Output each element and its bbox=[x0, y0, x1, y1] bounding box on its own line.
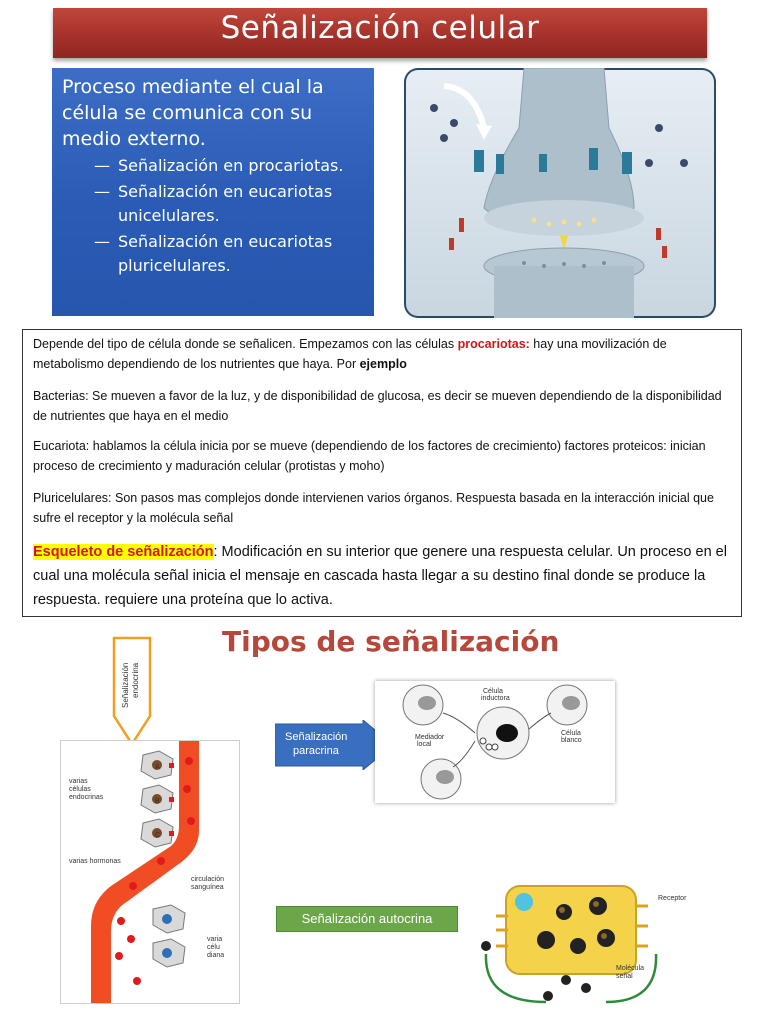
svg-text:varia: varia bbox=[207, 936, 223, 943]
svg-text:Señalización: Señalización bbox=[285, 731, 348, 743]
svg-text:local: local bbox=[417, 741, 432, 748]
definition-lead: Proceso mediante el cual la célula se comunica con su medio externo. bbox=[62, 76, 324, 150]
svg-text:Molécula: Molécula bbox=[616, 965, 645, 972]
endocrine-diagram bbox=[60, 740, 240, 1004]
autocrine-label: Señalización autocrina bbox=[276, 906, 458, 932]
list-item: — Señalización en eucariotas pluricelulares. bbox=[94, 232, 333, 275]
svg-text:célu: célu bbox=[207, 944, 220, 951]
svg-text:Célula: Célula bbox=[561, 730, 581, 737]
paragraph-pluricelulares: Pluricelulares: Son pasos mas complejos donde intervienen varios órganos. Respuesta basada en la interacción inicial que sufre el receptor y la molécula señal bbox=[33, 491, 714, 525]
svg-text:sanguínea: sanguínea bbox=[191, 884, 224, 891]
svg-text:Receptor: Receptor bbox=[658, 895, 687, 902]
definition-list bbox=[94, 154, 374, 280]
endocrine-label-1: Señalización bbox=[121, 662, 130, 708]
definition-box bbox=[52, 68, 374, 316]
svg-text:circulación: circulación bbox=[191, 876, 225, 883]
svg-text:paracrina: paracrina bbox=[293, 745, 339, 757]
svg-text:C: C bbox=[155, 832, 161, 839]
paragraph-eucariota: Eucariota: hablamos la célula inicia por se mueve (dependiendo de los factores de crecimiento) factores proteicos: inician proceso de crecimiento y maduración celular (protistas y moho) bbox=[33, 439, 706, 473]
paragraph-procariotas: Depende del tipo de célula donde se señalicen. Empezamos con las células procariotas: hay una movilización de metabolismo dependiendo de los nutrientes que haya. Por ejemplo bbox=[33, 337, 667, 371]
svg-text:endocrinas: endocrinas bbox=[69, 794, 104, 801]
svg-text:blanco: blanco bbox=[561, 737, 582, 744]
endocrine-label-2: endocrina bbox=[131, 662, 140, 698]
autocrine-diagram bbox=[466, 876, 696, 1012]
section-title: Tipos de señalización bbox=[222, 625, 560, 658]
svg-text:Célula: Célula bbox=[483, 688, 503, 695]
page-title: Señalización celular bbox=[220, 10, 540, 46]
svg-text:inductora: inductora bbox=[481, 695, 510, 702]
svg-text:varias: varias bbox=[69, 778, 88, 785]
paragraph-esqueleto: Esqueleto de señalización: Modificación en su interior que genere una respuesta celular. Un proceso en el cual una molécula señal inicia el mensaje en cascada hasta llegar a su destino final donde se produce la respuesta. requiere una proteína que lo activa. bbox=[33, 544, 727, 608]
svg-text:señal: señal bbox=[616, 973, 633, 980]
svg-text:diana: diana bbox=[207, 952, 225, 959]
svg-text:varias hormonas: varias hormonas bbox=[69, 858, 121, 865]
svg-text:células: células bbox=[69, 786, 91, 793]
endocrine-callout bbox=[108, 636, 156, 748]
notes-box bbox=[22, 329, 742, 617]
svg-text:A: A bbox=[155, 764, 160, 771]
synapse-illustration bbox=[404, 68, 716, 318]
paragraph-bacterias: Bacterias: Se mueven a favor de la luz, y de disponibilidad de glucosa, es decir se mueven dependiendo de la disponibilidad de nutrientes que haya en el medio bbox=[33, 389, 722, 423]
paracrine-diagram bbox=[375, 681, 615, 803]
title-banner bbox=[53, 8, 707, 58]
svg-text:Mediador: Mediador bbox=[415, 734, 445, 741]
svg-text:B: B bbox=[155, 798, 160, 805]
list-item: — Señalización en procariotas. bbox=[94, 156, 344, 175]
list-item: — Señalización en eucariotas unicelulares. bbox=[94, 182, 333, 225]
